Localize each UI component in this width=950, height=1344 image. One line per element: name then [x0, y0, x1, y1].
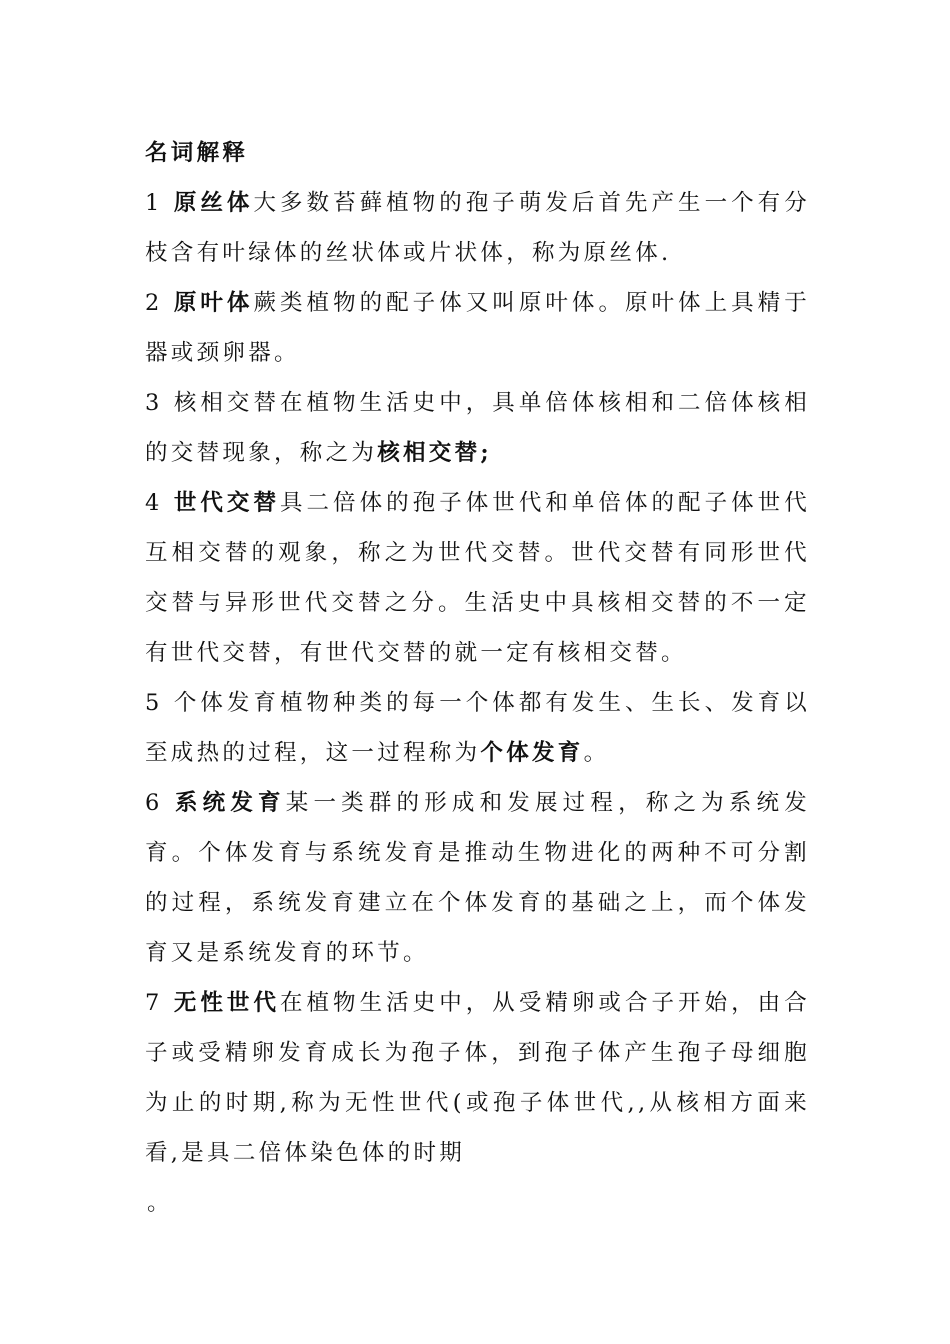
entry-number: 3 — [145, 390, 163, 416]
trailing-punctuation: 。 — [147, 1190, 173, 1216]
entry-number: 7 — [145, 990, 163, 1016]
entry-1 — [145, 178, 810, 278]
entry-definition: 个体发育植物种类的每一个体都有发生、生长、发育以至成热的过程，这一过程称为 — [145, 690, 811, 766]
entry-6 — [145, 778, 810, 978]
entry-number: 5 — [145, 690, 163, 716]
entry-number: 2 — [145, 290, 163, 316]
entry-5 — [145, 678, 810, 778]
entry-definition: 大多数苔藓植物的孢子萌发后首先产生一个有分枝含有叶绿体的丝状体或片状体，称为原丝体. — [145, 190, 811, 266]
entry-4 — [145, 478, 810, 678]
entry-definition: 核相交替在植物生活史中，具单倍体核相和二倍体核相的交替现象，称之为 — [145, 390, 811, 466]
entry-definition: 具二倍体的孢子体世代和单倍体的配子体世代互相交替的观象，称之为世代交替。世代交替有同形世代交替与异形世代交替之分。生活史中具核相交替的不一定有世代交替，有世代交替的就一定有核相交替。 — [145, 490, 811, 666]
entry-definition: 蕨类植物的配子体又叫原叶体。原叶体上具精于器或颈卵器。 — [145, 290, 811, 366]
entry-term: 世代交替 — [173, 490, 280, 516]
entry-number: 4 — [145, 490, 163, 516]
entry-number: 1 — [145, 190, 163, 216]
entry-definition: 在植物生活史中，从受精卵或合子开始，由合子或受精卵发育成长为孢子体，到孢子体产生孢子母细胞为止的时期,称为无性世代(或孢子体世代,,从核相方面来看,是具二倍体染色体的时期 — [145, 990, 811, 1166]
entry-term: 原丝体 — [173, 190, 254, 216]
entry-definition-end: 。 — [583, 740, 610, 766]
section-title: 名词解释 — [145, 140, 249, 166]
entry-term: 核相交替; — [377, 440, 493, 466]
entry-2 — [145, 278, 810, 378]
entry-term: 系统发育 — [174, 790, 286, 816]
entry-term: 无性世代 — [173, 990, 280, 1016]
entry-term: 原叶体 — [173, 290, 254, 316]
entry-3 — [145, 378, 810, 478]
entry-definition: 某一类群的形成和发展过程，称之为系统发育。个体发育与系统发育是推动生物进化的两种不可分割的过程，系统发育建立在个体发育的基础之上，而个体发育又是系统发育的环节。 — [145, 790, 811, 966]
document-body — [145, 128, 810, 1228]
entry-7 — [145, 978, 810, 1178]
entry-number: 6 — [145, 790, 163, 816]
entry-term: 个体发育 — [480, 740, 584, 766]
